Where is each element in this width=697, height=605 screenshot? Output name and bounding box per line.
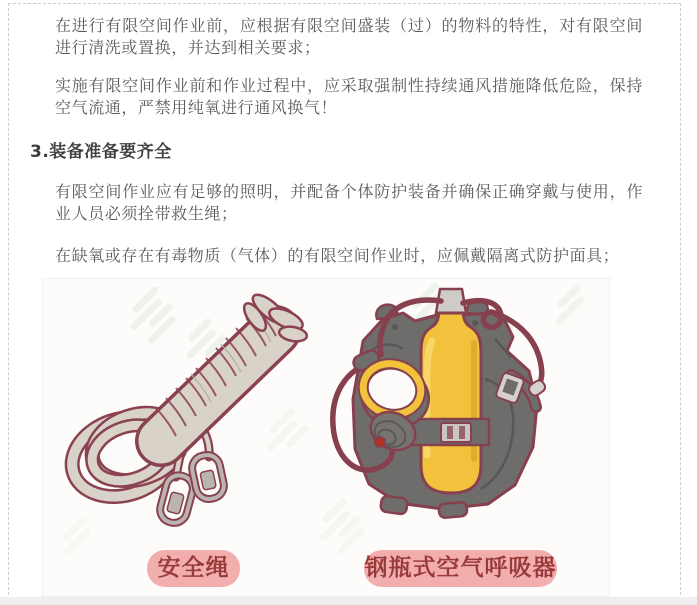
article-body [30, 15, 643, 267]
footer-bar [0, 597, 697, 605]
respirator-label: 钢瓶式空气呼吸器 [364, 550, 557, 587]
paragraph-cleaning-replacement: 在进行有限空间作业前，应根据有限空间盛装（过）的物料的特性，对有限空间进行清洗或置换，并达到相关要求； [55, 16, 643, 57]
safety-rope-illustration [62, 290, 308, 526]
paragraph-ventilation: 实施有限空间作业前和作业过程中，应采取强制性持续通风措施降低危险，保持空气流通，严禁用纯氧进行通风换气！ [55, 76, 643, 117]
equipment-illustration [42, 278, 610, 597]
rope-label: 安全绳 [147, 550, 240, 587]
air-cylinder [421, 313, 481, 493]
air-respirator-illustration [333, 289, 547, 518]
paragraph-mask-requirement: 在缺氧或存在有毒物质（气体）的有限空间作业时，应佩戴隔离式防护面具； [55, 246, 620, 265]
paragraph-lighting-ppe: 有限空间作业应有足够的照明，并配备个体防护装备并确保正确穿戴与使用，作业人员必须拴带救生绳； [55, 182, 643, 223]
cylinder-strap [409, 419, 489, 445]
section-heading-equipment: 3.装备准备要齐全 [30, 142, 172, 162]
